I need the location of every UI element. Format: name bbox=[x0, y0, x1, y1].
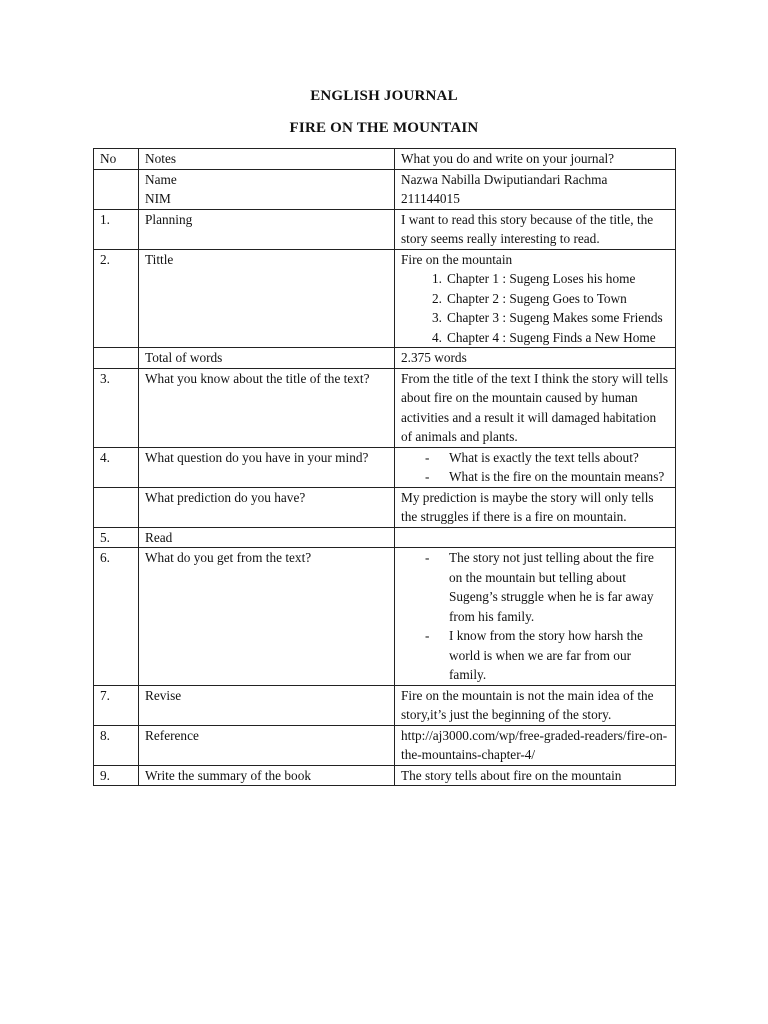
identity-labels bbox=[139, 169, 395, 209]
table-row bbox=[94, 348, 676, 369]
table-row bbox=[94, 368, 676, 447]
table-row bbox=[94, 725, 676, 765]
row-text bbox=[395, 548, 676, 686]
row-no: 7. bbox=[94, 685, 139, 725]
row-no: 4. bbox=[94, 447, 139, 487]
row-text bbox=[395, 249, 676, 348]
list-item: 2. Chapter 2 : Sugeng Goes to Town bbox=[432, 290, 627, 306]
row-note: Planning bbox=[139, 209, 395, 249]
identity-values bbox=[395, 169, 676, 209]
question-list bbox=[401, 448, 669, 487]
table-row bbox=[94, 209, 676, 249]
list-item: 4. Chapter 4 : Sugeng Finds a New Home bbox=[432, 329, 656, 345]
row-text: I want to read this story because of the title, the story seems really interesting to read. bbox=[395, 209, 676, 249]
takeaway-list bbox=[401, 548, 669, 685]
table-row bbox=[94, 249, 676, 348]
table-row bbox=[94, 685, 676, 725]
student-nim: 211144015 bbox=[401, 191, 460, 206]
row-note: What do you get from the text? bbox=[139, 548, 395, 686]
reference-link: http://aj3000.com/wp/free-graded-readers/fire-on-the-mountains-chapter-4/ bbox=[395, 725, 676, 765]
table-row bbox=[94, 765, 676, 786]
row-note: What prediction do you have? bbox=[139, 487, 395, 527]
list-item: 3. Chapter 3 : Sugeng Makes some Friends bbox=[432, 310, 663, 325]
row-text: From the title of the text I think the story will tells about fire on the mountain caused by human activities and a result it will damaged habitation of animals and plants. bbox=[395, 368, 676, 447]
header-notes: Notes bbox=[139, 149, 395, 170]
row-no bbox=[94, 487, 139, 527]
table-header-row bbox=[94, 149, 676, 170]
row-note: Read bbox=[139, 527, 395, 548]
row-note: Write the summary of the book bbox=[139, 765, 395, 786]
list-item: - What is exactly the text tells about? bbox=[425, 449, 639, 465]
row-note: Revise bbox=[139, 685, 395, 725]
header-journal: What you do and write on your journal? bbox=[395, 149, 676, 170]
story-title: FIRE ON THE MOUNTAIN bbox=[289, 120, 479, 136]
nim-label: NIM bbox=[145, 191, 171, 206]
table-row bbox=[94, 487, 676, 527]
table-row bbox=[94, 169, 676, 209]
row-no: 5. bbox=[94, 527, 139, 548]
list-item: - The story not just telling about the fire on the mountain but telling about Sugeng’s struggle when he is far away from his family. bbox=[425, 550, 654, 624]
header-no: No bbox=[94, 149, 139, 170]
row-note: What you know about the title of the text? bbox=[139, 368, 395, 447]
row-text: The story tells about fire on the mountain bbox=[395, 765, 676, 786]
row-text: 2.375 words bbox=[395, 348, 676, 369]
story-name: Fire on the mountain bbox=[401, 251, 513, 267]
row-no: 9. bbox=[94, 765, 139, 786]
name-label: Name bbox=[145, 171, 177, 187]
row-note: Total of words bbox=[139, 348, 395, 369]
list-item: - I know from the story how harsh the world is when we are far from our family. bbox=[425, 628, 643, 682]
document-title: ENGLISH JOURNAL bbox=[310, 88, 458, 104]
row-text: Fire on the mountain is not the main idea of the story,it’s just the beginning of the story. bbox=[395, 685, 676, 725]
row-no: 2. bbox=[94, 249, 139, 348]
table-row bbox=[94, 447, 676, 487]
row-note: Tittle bbox=[139, 249, 395, 348]
row-note: Reference bbox=[139, 725, 395, 765]
journal-table bbox=[93, 148, 676, 786]
row-no: 3. bbox=[94, 368, 139, 447]
table-row bbox=[94, 527, 676, 548]
list-item: 1. Chapter 1 : Sugeng Loses his home bbox=[432, 271, 636, 286]
row-text bbox=[395, 527, 676, 548]
student-name: Nazwa Nabilla Dwiputiandari Rachma bbox=[401, 171, 608, 187]
row-no bbox=[94, 348, 139, 369]
row-no: 6. bbox=[94, 548, 139, 686]
chapter-list bbox=[401, 269, 669, 347]
row-no bbox=[94, 169, 139, 209]
row-text bbox=[395, 447, 676, 487]
row-text: My prediction is maybe the story will only tells the struggles if there is a fire on mountain. bbox=[395, 487, 676, 527]
row-no: 1. bbox=[94, 209, 139, 249]
table-row bbox=[94, 548, 676, 686]
row-note: What question do you have in your mind? bbox=[139, 447, 395, 487]
row-no: 8. bbox=[94, 725, 139, 765]
list-item: - What is the fire on the mountain means? bbox=[425, 469, 665, 484]
